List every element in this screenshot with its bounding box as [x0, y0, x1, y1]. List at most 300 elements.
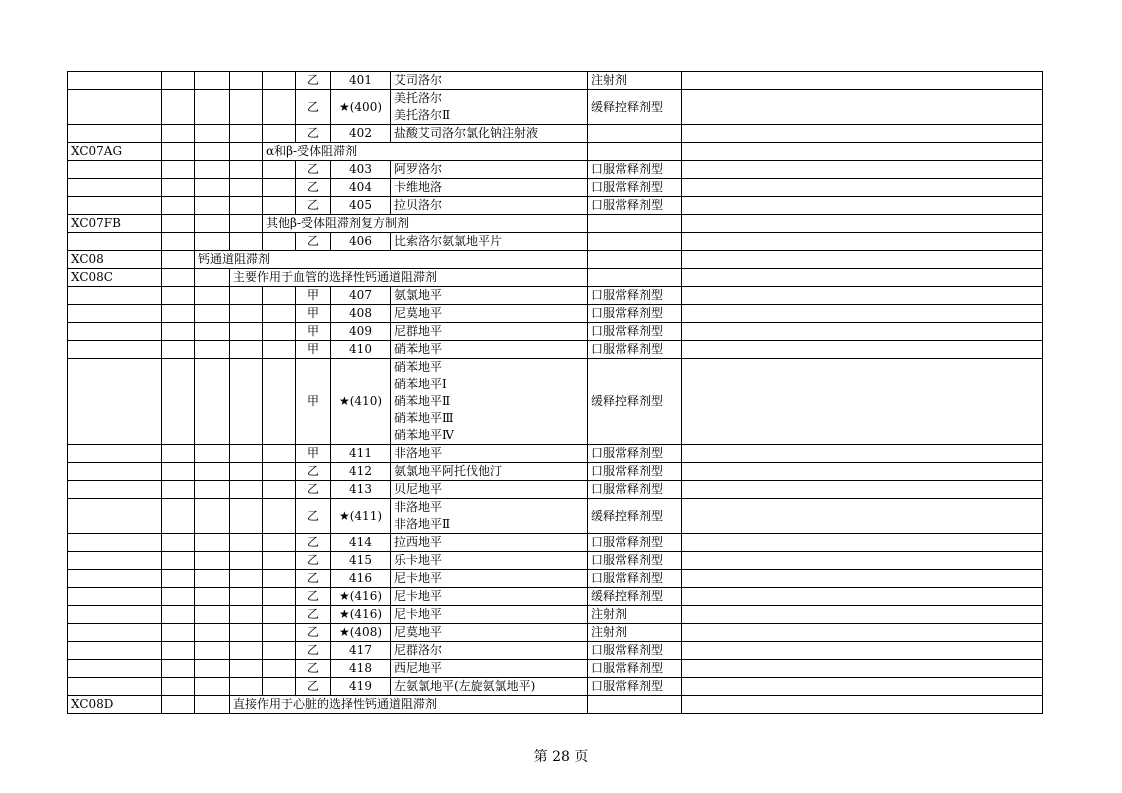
- remark-cell: [682, 251, 1043, 269]
- empty-cell: [195, 606, 230, 624]
- remark-cell: [682, 143, 1043, 161]
- drug-number-cell: 411: [331, 445, 391, 463]
- class-code-cell: [68, 660, 162, 678]
- category-cell: 甲: [296, 287, 331, 305]
- category-cell: 乙: [296, 463, 331, 481]
- drug-number-cell: ★(410): [331, 359, 391, 445]
- class-code-cell: [68, 125, 162, 143]
- dosage-form-cell: 注射剂: [588, 72, 682, 90]
- remark-cell: [682, 463, 1043, 481]
- category-cell: 乙: [296, 678, 331, 696]
- empty-cell: [195, 588, 230, 606]
- table-row: [68, 125, 1043, 143]
- drug-name-cell: [391, 552, 588, 570]
- drug-name-line: 西尼地平: [394, 661, 443, 675]
- empty-cell: [195, 696, 230, 714]
- dosage-form-cell: 口服常释剂型: [588, 161, 682, 179]
- form-cell: [588, 269, 682, 287]
- table-row: [68, 606, 1043, 624]
- empty-cell: [195, 481, 230, 499]
- empty-cell: [230, 481, 263, 499]
- table-row: [68, 90, 1043, 125]
- empty-cell: [162, 570, 195, 588]
- empty-cell: [162, 534, 195, 552]
- drug-name-line: 拉贝洛尔: [394, 198, 443, 212]
- drug-name-cell: [391, 197, 588, 215]
- remark-cell: [682, 179, 1043, 197]
- drug-name-line: 尼群洛尔: [394, 643, 443, 657]
- category-cell: 乙: [296, 90, 331, 125]
- dosage-form-cell: 口服常释剂型: [588, 197, 682, 215]
- category-cell: 乙: [296, 642, 331, 660]
- drug-number-cell: 408: [331, 305, 391, 323]
- drug-name-cell: [391, 323, 588, 341]
- empty-cell: [230, 125, 263, 143]
- drug-number-cell: 416: [331, 570, 391, 588]
- drug-name-line: 尼卡地平: [394, 589, 443, 603]
- empty-cell: [263, 624, 296, 642]
- empty-cell: [263, 606, 296, 624]
- drug-name-line: 硝苯地平: [394, 360, 443, 374]
- empty-cell: [195, 90, 230, 125]
- drug-number-cell: 415: [331, 552, 391, 570]
- dosage-form-cell: 口服常释剂型: [588, 287, 682, 305]
- empty-cell: [230, 445, 263, 463]
- class-code-cell: [68, 552, 162, 570]
- category-cell: 甲: [296, 359, 331, 445]
- empty-cell: [195, 305, 230, 323]
- drug-name-cell: [391, 463, 588, 481]
- dosage-form-cell: [588, 233, 682, 251]
- drug-number-cell: 418: [331, 660, 391, 678]
- drug-name-cell: [391, 534, 588, 552]
- remark-cell: [682, 233, 1043, 251]
- empty-cell: [263, 570, 296, 588]
- table-row: [68, 481, 1043, 499]
- drug-name-line: 尼群地平: [394, 324, 443, 338]
- empty-cell: [230, 305, 263, 323]
- drug-number-cell: 405: [331, 197, 391, 215]
- remark-cell: [682, 359, 1043, 445]
- category-cell: 乙: [296, 197, 331, 215]
- empty-cell: [263, 179, 296, 197]
- remark-cell: [682, 588, 1043, 606]
- class-code-cell: [68, 197, 162, 215]
- empty-cell: [162, 125, 195, 143]
- empty-cell: [195, 660, 230, 678]
- drug-number-cell: 403: [331, 161, 391, 179]
- drug-name-line: 美托洛尔Ⅱ: [394, 108, 451, 122]
- empty-cell: [230, 463, 263, 481]
- drug-name-cell: [391, 588, 588, 606]
- table-row: [68, 72, 1043, 90]
- category-cell: 乙: [296, 481, 331, 499]
- empty-cell: [162, 481, 195, 499]
- drug-name-line: 硝苯地平Ⅰ: [394, 377, 447, 391]
- remark-cell: [682, 305, 1043, 323]
- empty-cell: [162, 588, 195, 606]
- class-code-cell: XC08: [68, 251, 162, 269]
- class-code-cell: [68, 481, 162, 499]
- drug-number-cell: 414: [331, 534, 391, 552]
- remark-cell: [682, 323, 1043, 341]
- drug-name-line: 硝苯地平Ⅲ: [394, 411, 454, 425]
- dosage-form-cell: 注射剂: [588, 606, 682, 624]
- class-code-cell: XC07FB: [68, 215, 162, 233]
- empty-cell: [263, 445, 296, 463]
- drug-name-line: 非洛地平: [394, 500, 443, 514]
- drug-number-cell: 406: [331, 233, 391, 251]
- class-code-cell: [68, 323, 162, 341]
- empty-cell: [263, 197, 296, 215]
- class-code-cell: [68, 534, 162, 552]
- class-code-cell: [68, 642, 162, 660]
- empty-cell: [195, 642, 230, 660]
- dosage-form-cell: 口服常释剂型: [588, 341, 682, 359]
- empty-cell: [230, 143, 263, 161]
- empty-cell: [162, 323, 195, 341]
- drug-name-line: 阿罗洛尔: [394, 162, 443, 176]
- drug-number-cell: 413: [331, 481, 391, 499]
- empty-cell: [230, 588, 263, 606]
- table-row: [68, 341, 1043, 359]
- empty-cell: [162, 287, 195, 305]
- remark-cell: [682, 678, 1043, 696]
- empty-cell: [230, 215, 263, 233]
- group-row: [68, 215, 1043, 233]
- dosage-form-cell: 口服常释剂型: [588, 323, 682, 341]
- empty-cell: [162, 341, 195, 359]
- class-code-cell: XC08D: [68, 696, 162, 714]
- drug-name-cell: [391, 445, 588, 463]
- empty-cell: [263, 588, 296, 606]
- form-cell: [588, 143, 682, 161]
- remark-cell: [682, 696, 1043, 714]
- empty-cell: [195, 624, 230, 642]
- remark-cell: [682, 215, 1043, 233]
- group-title-cell: 钙通道阻滞剂: [195, 251, 588, 269]
- empty-cell: [162, 179, 195, 197]
- drug-name-cell: [391, 233, 588, 251]
- empty-cell: [195, 215, 230, 233]
- empty-cell: [162, 305, 195, 323]
- drug-name-line: 美托洛尔: [394, 91, 443, 105]
- drug-name-cell: [391, 642, 588, 660]
- table-row: [68, 287, 1043, 305]
- table-row: [68, 197, 1043, 215]
- remark-cell: [682, 499, 1043, 534]
- dosage-form-cell: 口服常释剂型: [588, 570, 682, 588]
- class-code-cell: [68, 445, 162, 463]
- drug-number-cell: ★(411): [331, 499, 391, 534]
- empty-cell: [195, 534, 230, 552]
- empty-cell: [162, 660, 195, 678]
- empty-cell: [230, 287, 263, 305]
- empty-cell: [195, 499, 230, 534]
- drug-name-line: 卡维地洛: [394, 180, 443, 194]
- drug-number-cell: ★(400): [331, 90, 391, 125]
- empty-cell: [263, 552, 296, 570]
- table-row: [68, 570, 1043, 588]
- drug-name-cell: [391, 161, 588, 179]
- empty-cell: [195, 161, 230, 179]
- empty-cell: [263, 499, 296, 534]
- empty-cell: [230, 624, 263, 642]
- drug-name-line: 左氨氯地平(左旋氨氯地平): [394, 679, 536, 693]
- remark-cell: [682, 642, 1043, 660]
- dosage-form-cell: [588, 125, 682, 143]
- table-row: [68, 305, 1043, 323]
- empty-cell: [230, 678, 263, 696]
- drug-name-line: 尼卡地平: [394, 607, 443, 621]
- dosage-form-cell: 缓释控释剂型: [588, 499, 682, 534]
- remark-cell: [682, 72, 1043, 90]
- drug-name-line: 氨氯地平: [394, 288, 443, 302]
- drug-name-cell: [391, 125, 588, 143]
- table-body: [68, 72, 1043, 714]
- drug-number-cell: 419: [331, 678, 391, 696]
- empty-cell: [195, 463, 230, 481]
- category-cell: 乙: [296, 552, 331, 570]
- remark-cell: [682, 197, 1043, 215]
- table-row: [68, 534, 1043, 552]
- form-cell: [588, 251, 682, 269]
- table-row: [68, 642, 1043, 660]
- class-code-cell: [68, 72, 162, 90]
- category-cell: 乙: [296, 624, 331, 642]
- empty-cell: [263, 481, 296, 499]
- empty-cell: [195, 269, 230, 287]
- dosage-form-cell: 口服常释剂型: [588, 445, 682, 463]
- group-row: [68, 269, 1043, 287]
- drug-catalog-table: [67, 71, 1043, 714]
- drug-name-cell: [391, 287, 588, 305]
- empty-cell: [230, 359, 263, 445]
- remark-cell: [682, 341, 1043, 359]
- dosage-form-cell: 口服常释剂型: [588, 463, 682, 481]
- drug-number-cell: 417: [331, 642, 391, 660]
- group-row: [68, 143, 1043, 161]
- empty-cell: [162, 359, 195, 445]
- empty-cell: [162, 624, 195, 642]
- class-code-cell: [68, 463, 162, 481]
- remark-cell: [682, 552, 1043, 570]
- group-title-cell: α和β-受体阻滞剂: [263, 143, 588, 161]
- category-cell: 乙: [296, 570, 331, 588]
- class-code-cell: [68, 588, 162, 606]
- dosage-form-cell: 口服常释剂型: [588, 660, 682, 678]
- dosage-form-cell: 口服常释剂型: [588, 179, 682, 197]
- class-code-cell: [68, 359, 162, 445]
- drug-number-cell: ★(416): [331, 588, 391, 606]
- empty-cell: [263, 287, 296, 305]
- empty-cell: [263, 341, 296, 359]
- empty-cell: [230, 660, 263, 678]
- drug-name-line: 比索洛尔氨氯地平片: [394, 234, 503, 248]
- drug-name-cell: [391, 359, 588, 445]
- category-cell: 乙: [296, 499, 331, 534]
- empty-cell: [230, 552, 263, 570]
- drug-name-line: 艾司洛尔: [394, 73, 443, 87]
- drug-name-cell: [391, 481, 588, 499]
- drug-name-line: 贝尼地平: [394, 482, 443, 496]
- empty-cell: [195, 359, 230, 445]
- remark-cell: [682, 660, 1043, 678]
- empty-cell: [162, 269, 195, 287]
- dosage-form-cell: 口服常释剂型: [588, 481, 682, 499]
- category-cell: 甲: [296, 341, 331, 359]
- dosage-form-cell: 注射剂: [588, 624, 682, 642]
- dosage-form-cell: 口服常释剂型: [588, 678, 682, 696]
- drug-name-line: 硝苯地平: [394, 342, 443, 356]
- drug-name-line: 非洛地平Ⅱ: [394, 517, 451, 531]
- drug-number-cell: 409: [331, 323, 391, 341]
- empty-cell: [230, 341, 263, 359]
- empty-cell: [230, 606, 263, 624]
- table-row: [68, 660, 1043, 678]
- empty-cell: [195, 552, 230, 570]
- remark-cell: [682, 570, 1043, 588]
- drug-name-cell: [391, 499, 588, 534]
- category-cell: 乙: [296, 534, 331, 552]
- empty-cell: [162, 90, 195, 125]
- empty-cell: [195, 72, 230, 90]
- remark-cell: [682, 125, 1043, 143]
- group-title-cell: 其他β-受体阻滞剂复方制剂: [263, 215, 588, 233]
- category-cell: 乙: [296, 72, 331, 90]
- drug-name-cell: [391, 72, 588, 90]
- category-cell: 甲: [296, 323, 331, 341]
- category-cell: 乙: [296, 161, 331, 179]
- category-cell: 乙: [296, 125, 331, 143]
- empty-cell: [263, 463, 296, 481]
- empty-cell: [162, 552, 195, 570]
- empty-cell: [195, 179, 230, 197]
- empty-cell: [162, 72, 195, 90]
- drug-number-cell: 402: [331, 125, 391, 143]
- class-code-cell: [68, 90, 162, 125]
- dosage-form-cell: 口服常释剂型: [588, 642, 682, 660]
- drug-number-cell: 401: [331, 72, 391, 90]
- table-row: [68, 161, 1043, 179]
- remark-cell: [682, 445, 1043, 463]
- drug-name-cell: [391, 179, 588, 197]
- table-row: [68, 499, 1043, 534]
- empty-cell: [162, 499, 195, 534]
- empty-cell: [230, 570, 263, 588]
- table-row: [68, 445, 1043, 463]
- remark-cell: [682, 606, 1043, 624]
- empty-cell: [162, 463, 195, 481]
- empty-cell: [195, 341, 230, 359]
- class-code-cell: [68, 287, 162, 305]
- empty-cell: [230, 90, 263, 125]
- class-code-cell: [68, 341, 162, 359]
- drug-number-cell: 407: [331, 287, 391, 305]
- dosage-form-cell: 口服常释剂型: [588, 552, 682, 570]
- table-row: [68, 588, 1043, 606]
- drug-name-line: 尼莫地平: [394, 625, 443, 639]
- remark-cell: [682, 269, 1043, 287]
- table-row: [68, 359, 1043, 445]
- category-cell: 乙: [296, 660, 331, 678]
- drug-number-cell: 412: [331, 463, 391, 481]
- table-row: [68, 323, 1043, 341]
- drug-name-line: 盐酸艾司洛尔氯化钠注射液: [394, 126, 539, 140]
- table-row: [68, 233, 1043, 251]
- remark-cell: [682, 287, 1043, 305]
- empty-cell: [162, 197, 195, 215]
- empty-cell: [263, 233, 296, 251]
- drug-name-line: 尼莫地平: [394, 306, 443, 320]
- drug-name-line: 乐卡地平: [394, 553, 443, 567]
- remark-cell: [682, 534, 1043, 552]
- dosage-form-cell: 口服常释剂型: [588, 534, 682, 552]
- empty-cell: [263, 660, 296, 678]
- empty-cell: [195, 570, 230, 588]
- empty-cell: [195, 125, 230, 143]
- empty-cell: [230, 233, 263, 251]
- drug-name-cell: [391, 678, 588, 696]
- drug-name-cell: [391, 660, 588, 678]
- remark-cell: [682, 90, 1043, 125]
- class-code-cell: [68, 305, 162, 323]
- drug-name-cell: [391, 90, 588, 125]
- empty-cell: [195, 323, 230, 341]
- drug-name-line: 非洛地平: [394, 446, 443, 460]
- class-code-cell: [68, 606, 162, 624]
- category-cell: 乙: [296, 588, 331, 606]
- remark-cell: [682, 161, 1043, 179]
- class-code-cell: XC08C: [68, 269, 162, 287]
- empty-cell: [230, 499, 263, 534]
- empty-cell: [263, 642, 296, 660]
- empty-cell: [162, 606, 195, 624]
- empty-cell: [195, 445, 230, 463]
- empty-cell: [263, 72, 296, 90]
- empty-cell: [162, 696, 195, 714]
- empty-cell: [230, 179, 263, 197]
- drug-name-cell: [391, 624, 588, 642]
- empty-cell: [195, 233, 230, 251]
- group-title-cell: 主要作用于血管的选择性钙通道阻滞剂: [230, 269, 588, 287]
- form-cell: [588, 215, 682, 233]
- drug-number-cell: 404: [331, 179, 391, 197]
- empty-cell: [263, 90, 296, 125]
- group-row: [68, 696, 1043, 714]
- drug-name-line: 拉西地平: [394, 535, 443, 549]
- class-code-cell: [68, 624, 162, 642]
- empty-cell: [162, 642, 195, 660]
- table-row: [68, 624, 1043, 642]
- class-code-cell: [68, 570, 162, 588]
- empty-cell: [162, 251, 195, 269]
- form-cell: [588, 696, 682, 714]
- empty-cell: [263, 359, 296, 445]
- drug-name-line: 氨氯地平阿托伐他汀: [394, 464, 503, 478]
- dosage-form-cell: 缓释控释剂型: [588, 359, 682, 445]
- category-cell: 乙: [296, 179, 331, 197]
- empty-cell: [195, 678, 230, 696]
- empty-cell: [162, 233, 195, 251]
- empty-cell: [162, 678, 195, 696]
- category-cell: 甲: [296, 445, 331, 463]
- empty-cell: [263, 125, 296, 143]
- drug-number-cell: ★(408): [331, 624, 391, 642]
- group-title-cell: 直接作用于心脏的选择性钙通道阻滞剂: [230, 696, 588, 714]
- drug-name-line: 尼卡地平: [394, 571, 443, 585]
- class-code-cell: [68, 678, 162, 696]
